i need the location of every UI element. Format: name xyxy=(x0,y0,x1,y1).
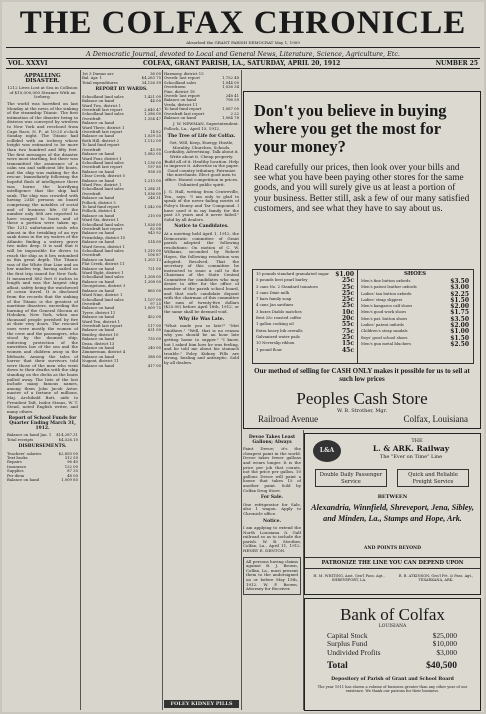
row-value: 2,640 47 xyxy=(144,107,161,113)
row-label: Ladies' strap slippers xyxy=(361,296,403,302)
railway-motto: The "Ever on Time" Line xyxy=(379,454,443,460)
row-label: Balance on hand xyxy=(82,177,115,183)
row-label: Repairs xyxy=(7,459,22,465)
row-label: Best 25c roasted coffee xyxy=(256,315,302,321)
row-label: 3 boxes Diablo matches xyxy=(256,308,302,314)
row-value: 1,067 00 xyxy=(222,106,239,112)
story-body: "What made you so late?" "Met Smithers." "Well, that is no reason why you should be an hour late getting home to supper." "I know, but I asked him how he was feeling, and he told me about his stomach trouble." Foley Kidney Pills are strong, healing and antiseptic. Sold by all dealers. xyxy=(164,323,239,365)
superintendent-signature: J. W. NEWMAN, Superintendent. xyxy=(172,121,239,127)
price-divider xyxy=(357,270,358,363)
row-label: Balance on hand xyxy=(82,362,115,368)
price-list-box xyxy=(252,269,474,364)
volume-number: VOL. XXXVI xyxy=(8,60,48,67)
store-city: Colfax, Louisiana xyxy=(403,414,468,424)
column-divider xyxy=(241,70,242,710)
masthead-rule-bottom xyxy=(6,68,480,69)
row-value: $25,000 xyxy=(432,631,457,640)
row-label: Tyree, district 11 xyxy=(82,309,116,315)
row-label: Ward Three, district 1 xyxy=(82,124,125,130)
passenger-service-box: Double Daily Passenger Service xyxy=(315,469,387,487)
row-label: Overdraft last report xyxy=(82,107,123,113)
row-label: Text books xyxy=(7,454,28,460)
row-value: 1,208 00 xyxy=(144,274,161,280)
row-value: 1,421 00 xyxy=(144,93,161,99)
row-value: 1,036 34 xyxy=(222,84,239,90)
row-value: 10c xyxy=(341,308,354,316)
bank-total xyxy=(327,661,457,671)
row-label: To land fund report xyxy=(82,203,120,209)
store-name: Peoples Cash Store xyxy=(296,389,428,408)
article-body: The world was horrified on last Monday at the news of the sinking of the steamship Titanic. The first intimation of the disaster being in distress was conveyed by wireless to New York and reechoed from Cape Race, N. F., at 10:25 o'clock Sunday night. The Titanic had collided with an iceberg whose height was estimated to be more than two hundred and fifty feet. The first messages of the disaster were most startling, but there was transmitted the assurance of a calm sea and sufficient life boats, and the ship was making for the rescue. Immediately following the hopeful flash of intelligence there was borne the horrifying intelligence that the ship had sunk. The ship was crowded with having 2340 persons on board comprising the notables of social and of business life. Of the number only 868 are reported to have escaped to boats and of these a portion were taken up. The 1212 unfortunate souls who almost in the twinkling of an eye sank down in the icy waters of the Atlantic finding a watery grave two miles deep. It is said that it will be impossible for divers to reach the ship as it lies entombed in this great depth. The Titanic was of the White Star Line and on her maiden trip, having sailed on the first trip issued for New York. It measured 882 feet 6 inches in length and was the largest ship afloat, safety being the watchword of ocean travel. It is disclosed from the records that the sinking of the Titanic is the greatest of maritime disasters, exceeding the burning of the General Slocum at Hoboken, New York, when one thousand people perished by fire at their very doors. The rescued ones were mostly the women of the crew and the passengers, who stood by the doomed ship, enforcing protection of the unwritten law of the sea and the women and children away in the lifeboats. Among the tales of horror that their survivors told were those of the men who went down to their deaths with the ship standing on the decks as the boats pulled away. The lists of the lost include many famous names, among them John Jacob Astor, master of a fortune of millions, Maj. Archibald Butt, aide to President Taft, Isidor Straus, W. T. Stead, noted English writer, and many others. xyxy=(7,100,78,414)
row-value: $1.00 xyxy=(450,328,469,336)
row-label: Flat Creek, district 11 xyxy=(82,261,125,267)
railway-cities: Alexandria, Winnfield, Shreveport, Jena, Sibley, and Minden, La., Stamps and Hope, Ark. xyxy=(311,503,474,523)
railway-agent: R. B. ATKINSON, Gen'l Frt. & Pass. Agt., TEXARKANA, ARK. xyxy=(398,574,474,583)
row-label: Men's gun metal bluchers xyxy=(361,340,412,346)
row-value: 1,354 47 xyxy=(144,115,161,121)
ward-report-heading: REPORT BY WARDS. xyxy=(95,87,148,93)
row-label: Bal. Apr. 1 xyxy=(82,75,103,81)
row-value: 87 35 xyxy=(67,468,78,474)
row-value: 96 40 xyxy=(67,459,78,465)
row-label: Surplus Fund xyxy=(327,639,368,649)
row-label: Overdraft last report xyxy=(82,322,123,328)
newspaper-title: THE COLFAX CHRONICLE xyxy=(19,5,467,41)
row-value: 1,107 00 xyxy=(144,296,161,302)
row-label: Balance on hand xyxy=(82,133,115,139)
row-label: Balance on hand xyxy=(82,344,115,350)
row-value: $2.50 xyxy=(450,340,469,348)
row-value: 735 00 xyxy=(147,336,161,342)
shoes-heading: SHOES xyxy=(403,271,427,277)
row-value: 1,009 75 xyxy=(144,305,161,311)
row-label: Balance on hand xyxy=(82,336,115,342)
row-label: Men's kangaroo calf shoes xyxy=(361,303,413,309)
poem-body: Get, Will, Keep, Energy, Hustle, Morality, Churches, Schools, Cordiality, Advertising. Talk about it. Write about it. Cheap property. Build all of it. Healthy location. Help to improve it. Advertise in the paper. Good country tributary. Patronize the merchants. Elect good men to office. Honest competition in prices. Unlimited public spirit. xyxy=(164,140,239,187)
row-label: Dean, district 13 xyxy=(82,340,115,346)
row-value: 48 00 xyxy=(67,472,78,478)
railway-logo: L&A xyxy=(313,440,341,462)
poem-heading: The Tree of Life for Colfax. xyxy=(167,133,236,139)
row-label: Schoolland land sales xyxy=(82,111,124,117)
foley-pills-banner: FOLEY KIDNEY PILLS xyxy=(164,700,239,708)
row-value: $1.50 xyxy=(450,296,469,304)
row-label: Overdraft xyxy=(82,146,101,152)
row-label: Balance on hand xyxy=(82,314,115,320)
row-label: Overdraft xyxy=(82,300,101,306)
row-value: 248 31 xyxy=(147,195,161,201)
row-label: 4 cans Jan sardines xyxy=(256,302,294,308)
bank-name: Bank of Colfax xyxy=(340,605,445,624)
row-label: Balance on hand xyxy=(82,212,115,218)
claims-notice: All persons having claims against B. J. Brown, Colfax, La., must present them to the undersigned on or before May 15th, 1912. W. P. Brown, Attorney for Receiver. xyxy=(243,557,301,595)
row-label: Georgetown, district 3 xyxy=(82,283,126,289)
issue-number: NUMBER 25 xyxy=(435,60,478,67)
row-label: Overdraft last report xyxy=(82,164,123,170)
row-value: 45 90 xyxy=(150,146,161,152)
row-value: $3.00 xyxy=(450,284,469,292)
row-label: Ward Six, district 1 xyxy=(82,217,120,223)
row-label: Balance on hand xyxy=(164,97,197,103)
row-label: Overdr. last report xyxy=(164,93,200,99)
row-label: Boys' good school shoes xyxy=(361,334,408,340)
row-label: Pollock, district 4 xyxy=(82,208,116,214)
row-label: Harmony, district 15 xyxy=(164,72,204,76)
row-value: $10,000 xyxy=(432,639,457,649)
row-value: 25c xyxy=(341,289,354,297)
row-label: Pine, district 18 xyxy=(164,88,195,94)
row-value: $2.00 xyxy=(450,303,469,311)
row-value: 388 00 xyxy=(147,353,161,359)
row-label: Schoolland land sales xyxy=(82,274,124,280)
row-value: 417 00 xyxy=(147,362,161,368)
bank-figures xyxy=(327,632,457,657)
row-label: Schoolland sales xyxy=(164,79,197,85)
row-label: Galvanized water pails xyxy=(256,333,300,339)
row-label: Balance on hand xyxy=(82,120,115,126)
row-label: Schoolland land sales xyxy=(82,248,124,254)
row-value: 25c xyxy=(341,333,354,341)
row-value: 514 00 xyxy=(147,239,161,245)
bank-depository: Depository of Parish of Grant and School Board xyxy=(331,677,454,682)
issue-date: COLFAX, GRANT PARISH, LA., SATURDAY, APRIL 20, 1912 xyxy=(143,60,341,67)
ad-body: Read carefully our prices, then look over your bills and see what you have been paying other stores for the same goods, and you will surely give us at least a portion of your business. Better still, ask a few of our many satisfied customers, and see what they have to say about us. xyxy=(254,163,470,214)
row-label: Ward Two, district 1 xyxy=(82,102,122,108)
row-value: 1,112 00 xyxy=(144,137,161,143)
row-label: Pollock, district 3 xyxy=(82,199,116,205)
absorbed-note: Absorbed the GRANT PARISH DEMOCRAT May 1, 1909 xyxy=(186,40,300,45)
row-value: 97 25 xyxy=(150,300,161,306)
store-manager: W. B. Strother, Mgr. xyxy=(336,408,388,414)
row-value: $2.25 xyxy=(450,290,469,298)
row-value: 865 00 xyxy=(147,287,161,293)
row-label: Balance on hand xyxy=(82,278,115,284)
railway-between: BETWEEN xyxy=(377,494,408,500)
railway-name: L. & ARK. Railway xyxy=(372,444,450,453)
row-label: Bentley, district 10 xyxy=(82,331,119,337)
row-value: 1,203 13 xyxy=(144,256,161,262)
article-headline: APPALLING DISASTER. xyxy=(24,73,61,84)
for-sale-heading: For Sale. xyxy=(260,495,284,501)
row-label: 3 cans No. 2 Standard tomatoes xyxy=(256,283,318,289)
report-row: Total receipts $4,526.10 xyxy=(7,436,78,442)
row-value: 1,213 00 xyxy=(144,177,161,183)
row-label: Undivided Profits xyxy=(327,647,381,657)
row-label: Ladies' tan button oxfords xyxy=(361,290,412,296)
row-value: 197 80 xyxy=(147,164,161,170)
notice-body: I am applying to extend the North Louisiana & Gulf railroad so as to include the parish. W. B. Strother, Colfax, La., April 11, 1912. HENRY E. DENTON. xyxy=(243,525,301,554)
row-label: Extra heavy bib overalls xyxy=(256,327,303,333)
row-label: Supplies xyxy=(7,468,24,474)
row-label: 5 pounds best pearl barley xyxy=(256,277,308,283)
row-value: 312 50 xyxy=(64,454,78,460)
store-street: Railroad Avenue xyxy=(258,414,319,424)
newspaper-motto: A Democratic Journal, devoted to Local and General News, Literature, Science, Agriculture, Etc. xyxy=(86,50,400,58)
row-label: Balance on hand xyxy=(82,287,115,293)
list-row xyxy=(82,81,161,85)
signature-date: Pollock, La., April 15, 1912. xyxy=(164,126,221,132)
row-value: 117 00 xyxy=(147,322,161,328)
devoe-heading: Devoe Takes Least Gallons; Always xyxy=(248,435,296,445)
list-row xyxy=(361,342,469,348)
masthead-rule-mid xyxy=(6,58,480,59)
row-label: Balance on hand xyxy=(82,239,115,245)
shoes-price-list xyxy=(361,279,469,348)
row-value: 15c xyxy=(341,340,354,348)
row-label: Overdraft xyxy=(82,252,101,258)
row-label: Schoolland land sales xyxy=(82,186,124,192)
notice-heading: Notice to Candidates. xyxy=(174,224,229,230)
row-value: 1,284 31 xyxy=(144,186,161,192)
grocery-price-list xyxy=(256,272,354,354)
list-row xyxy=(7,478,78,482)
row-value: 943 92 xyxy=(147,230,161,236)
railway-patronize: PATRONIZE THE LINE YOU CAN DEPEND UPON xyxy=(305,557,480,569)
row-label: Balance on hand xyxy=(82,195,115,201)
row-label: 3 cans Dixie milk xyxy=(256,289,290,295)
railway-ad xyxy=(304,433,481,595)
row-value: 25c xyxy=(341,296,354,304)
row-label: Schoolland land sales xyxy=(82,159,124,165)
row-label: Overdraft last report xyxy=(82,226,123,231)
row-value: 1,036 00 xyxy=(144,190,161,196)
row-value: 452 00 xyxy=(147,314,161,320)
column-notices xyxy=(243,433,301,709)
row-label: Ladies' patent oxfords xyxy=(361,322,404,328)
row-value: 14 82 xyxy=(150,129,161,135)
row-label: Children's strap sandals xyxy=(361,328,408,334)
row-label: Men's good work shoes xyxy=(361,309,407,315)
row-label: Balance on hand xyxy=(82,327,115,333)
row-label: Men's patent leather oxfords xyxy=(361,284,417,290)
row-label: Ward Nine, district 1 xyxy=(82,292,123,298)
row-label: 1 pound flour xyxy=(256,346,282,352)
row-label: 15 pounds standard granulated sugar xyxy=(256,271,329,276)
row-value: 25c xyxy=(341,302,354,310)
row-label: 7 bars family soap xyxy=(256,296,292,302)
railway-points: AND POINTS BEYOND xyxy=(363,546,422,551)
row-label: Balance on hand xyxy=(82,265,115,271)
motto-row xyxy=(6,46,480,58)
row-label: Balance on hand xyxy=(82,305,115,311)
masthead xyxy=(6,6,480,45)
row-value: 1,029 25 xyxy=(144,133,161,139)
cash-only-note: Our method of selling for CASH ONLY makes it possible for us to sell at such low prices xyxy=(254,367,470,383)
row-value: 45c xyxy=(341,346,354,354)
row-value: 75c xyxy=(341,327,354,335)
railway-the: THE xyxy=(411,438,423,444)
article-subhead: 1212 Lives Lost at Sea in Collision of $10,000,000 Steamer With an Iceberg. xyxy=(7,85,78,100)
row-label: Men's pat. button shoes xyxy=(361,315,408,321)
row-value: 20c xyxy=(341,315,354,323)
row-label: Teachers' salaries xyxy=(7,450,42,456)
disbursements-list xyxy=(7,452,78,483)
for-sale-body: One refrigerator for Sale, also 1 wagon. Apply to Chronicle office. xyxy=(243,501,301,516)
row-value: 55c xyxy=(341,321,354,329)
list-row xyxy=(82,364,161,368)
report-row: Balance on hand Jan. 1 $14,287.31 xyxy=(7,432,78,438)
row-value: 240 00 xyxy=(147,344,161,350)
article-body: J. G. Hall, writing from Centreville, Tex., says: "I am only to glad to speak of the never failing merits of Foley's Honey and Tar Compound. I have used it in my family for the past 25 years and it never failed." Solid by all dealers. xyxy=(164,189,239,222)
bank-note: The year 1911 has shown a volume of business greater than any other year of our existence. We thank our patrons for their business. xyxy=(317,685,468,694)
bank-total-label: Total xyxy=(327,661,348,671)
column-school-report xyxy=(82,72,161,708)
column-divider xyxy=(162,70,163,710)
row-label: Both Hill, district 2 xyxy=(82,137,120,143)
row-value: $1.75 xyxy=(450,309,469,317)
row-label: To land fund report xyxy=(164,106,202,112)
row-value: 34,126 39 xyxy=(141,79,161,85)
report-top-list xyxy=(82,72,161,85)
row-value: 1,026 00 xyxy=(144,221,161,227)
row-value: $1.00 xyxy=(335,271,354,278)
row-label: Total expenditures xyxy=(82,79,118,85)
column-divider xyxy=(80,70,81,710)
row-label: Clear Creek, district 5 xyxy=(82,173,126,179)
row-value: 1,286 00 xyxy=(144,111,161,117)
row-label: Zimmerman, district 4 xyxy=(82,349,126,355)
row-value: 2 22 xyxy=(230,110,239,116)
peoples-cash-store-ad xyxy=(243,91,481,429)
row-label: Ward Four, district 1 xyxy=(82,155,122,161)
list-row xyxy=(164,116,239,120)
row-label: Ward Eight, district 1 xyxy=(82,270,124,276)
row-value: 210 00 xyxy=(147,212,161,218)
row-value: 44 00 xyxy=(150,98,161,104)
report-heading: Report of School Funds for Quarter Ending March 31, 1912. xyxy=(8,416,77,431)
row-value: 82 08 xyxy=(150,226,161,231)
row-label: Insurance xyxy=(7,463,27,469)
row-label: Nugent, district 11 xyxy=(82,358,119,364)
row-label: Overdrawn xyxy=(164,84,186,90)
row-label: Men's fine button oxfords xyxy=(361,278,411,283)
row-label: Schoolland land sales xyxy=(82,93,124,99)
row-value: 1,208 00 xyxy=(144,278,161,284)
row-label: Overdraft xyxy=(82,190,101,196)
bank-ad xyxy=(304,598,481,711)
row-label: 1st 3 Dumas sav xyxy=(82,72,114,76)
row-value: 796 59 xyxy=(225,97,239,103)
row-label: Friendship, district 10 xyxy=(82,234,126,240)
row-label: Ward Seven, district 1 xyxy=(82,243,125,249)
devoe-body: Paint Devoe; it's the cheapest paint in the world. Devoe takes fewer gallons and wears longer. It is the price per job that counts, not the price per gallon. 10 gallons Devoe will paint a house that takes 15 of another paint. Sold by Colfax Drug Store. xyxy=(243,446,301,493)
row-value: 631 00 xyxy=(147,327,161,333)
row-value: 25c xyxy=(341,283,354,291)
row-value: 1,310 00 xyxy=(144,248,161,254)
row-value: 36 00 xyxy=(150,72,161,76)
row-value: 1,044 00 xyxy=(222,79,239,85)
story-heading: Why He Was Late. xyxy=(178,316,225,322)
list-row xyxy=(327,649,457,657)
row-label: Ward Five, district 1 xyxy=(82,181,122,187)
row-value: 938 20 xyxy=(147,168,161,174)
row-label: Balance on hand xyxy=(82,168,115,174)
row-label: Overdraft last report xyxy=(164,110,205,116)
row-label: Balance on hand xyxy=(7,476,40,482)
row-label: To land fund report xyxy=(82,142,120,148)
row-label: Schoolland land sales xyxy=(82,221,124,227)
row-label: Balance on hand xyxy=(82,230,115,236)
row-value: $3.50 xyxy=(450,278,469,285)
notice-body: At a meeting held April 1, 1912, the Democratic committee of Grant parish adopted the following resolutions: On motion of C. W. Williams, seconded by Robert Hayes, the following resolution was adopted. Resolved, That the secretary of this committee be instructed to issue a call to the Chairman of the State Central Committee for candidates who may desire to offer for the office of member of the parish school board, and that each candidate deposit with the chairman of this committee the sum of twenty-five dollars ($25.00) before April 18th, 1912, or the same shall be deemed void. xyxy=(164,230,239,315)
row-label: Schoolland land sales xyxy=(82,296,124,302)
row-value: 25c xyxy=(341,277,354,285)
newspaper-page xyxy=(2,2,484,712)
notice-heading: Notice. xyxy=(262,518,282,524)
row-value: $4,263 75 xyxy=(141,75,161,81)
row-label: Balance on hand xyxy=(164,115,197,121)
row-value: 721 00 xyxy=(147,265,161,271)
row-value: 1,064 78 xyxy=(222,115,239,121)
row-label: 10 Neverslip ribbon xyxy=(256,340,295,346)
row-label: Overdraft xyxy=(82,115,101,121)
row-label: Balance on hand xyxy=(82,256,115,262)
bank-total-value: $40,500 xyxy=(426,661,457,671)
row-value: 122 00 xyxy=(64,463,78,469)
row-value: $2,850 00 xyxy=(58,450,78,456)
railway-agent: H. M. WHITING, Asst. Gen'l Pass. Agt., SHREVEPORT, LA. xyxy=(313,574,385,583)
row-label: Per diem xyxy=(7,472,25,478)
row-value: 248 41 xyxy=(225,93,239,99)
store-address xyxy=(258,414,468,424)
row-label: Balance on hand xyxy=(82,353,115,359)
row-label: Verda, district 11 xyxy=(164,101,198,107)
row-label: Ward Ten, district 1 xyxy=(82,318,121,324)
row-value: 1,009 85 xyxy=(61,476,78,482)
column-disaster xyxy=(7,72,78,708)
row-value: 1,752 48 xyxy=(222,75,239,81)
report-continued-list xyxy=(164,72,239,120)
row-label: Overdraft last report xyxy=(82,129,123,135)
row-label: 1 gallon cooking oil xyxy=(256,321,294,327)
row-value: 1,542 00 xyxy=(144,203,161,209)
list-row xyxy=(256,348,354,354)
row-value: 1,082 05 xyxy=(144,151,161,157)
disbursements-heading: DISBURSEMENTS. xyxy=(18,443,67,449)
row-value: 1,136 00 xyxy=(144,159,161,165)
row-value: $3.50 xyxy=(450,315,469,323)
row-value: $2.00 xyxy=(450,322,469,330)
row-label: Overdr. last report xyxy=(164,75,200,81)
row-label: Balance on hand xyxy=(82,98,115,104)
ward-report-list xyxy=(82,95,161,368)
freight-service-box: Quick and Reliable Freight Service xyxy=(397,469,469,487)
row-label: Balance on hand xyxy=(82,151,115,157)
ad-headline: Don't you believe in buying where you get the most for your money? xyxy=(254,101,447,156)
row-value: 106 87 xyxy=(147,252,161,258)
row-value: $1.50 xyxy=(450,334,469,342)
bank-state: LOUISIANA xyxy=(378,624,407,629)
row-label: Capital Stock xyxy=(327,631,368,640)
row-value: $3,000 xyxy=(436,647,457,657)
column-misc xyxy=(164,72,239,708)
